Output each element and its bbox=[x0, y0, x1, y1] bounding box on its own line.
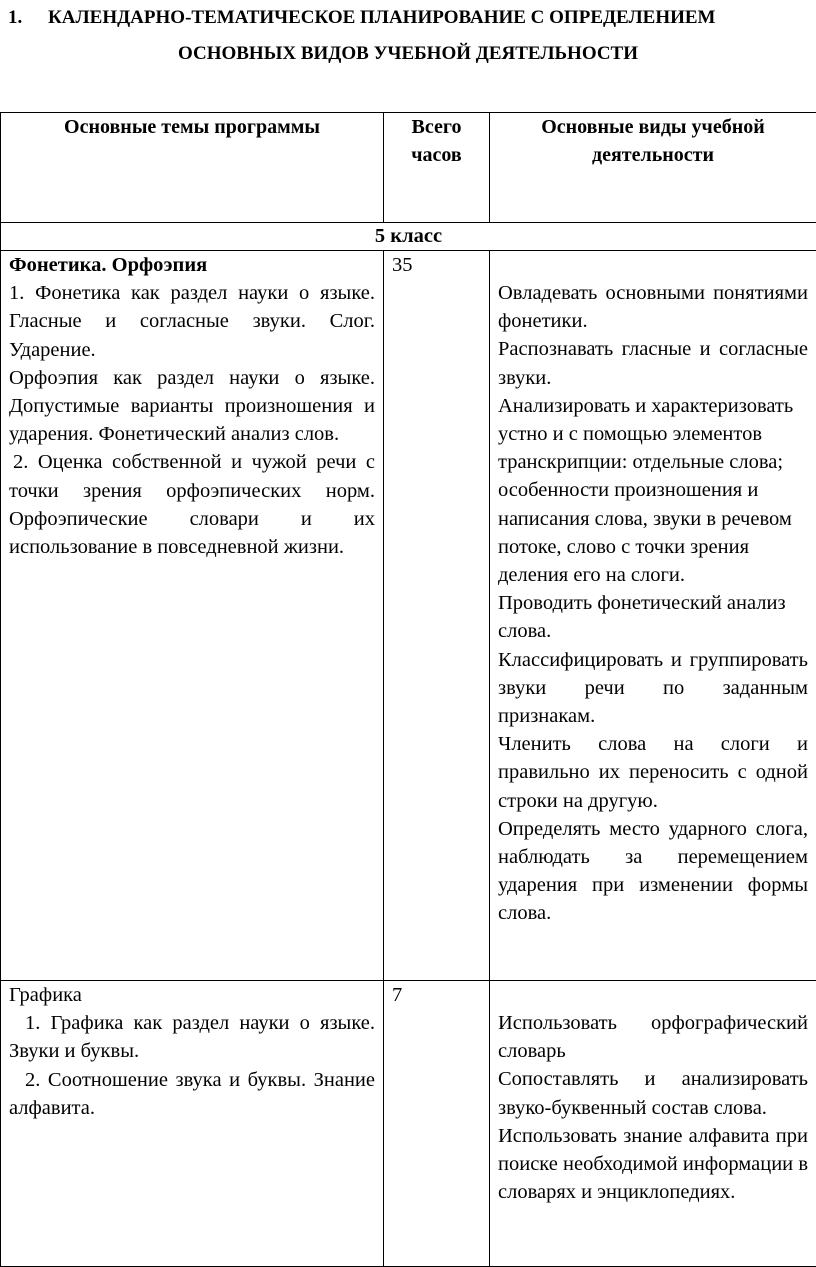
table-row bbox=[1, 251, 816, 981]
table-row bbox=[1, 981, 816, 1267]
heading-number: 1. bbox=[8, 0, 48, 36]
activity-item: Распознавать гласные и согласные звуки. bbox=[498, 335, 808, 391]
table-header-row bbox=[1, 113, 816, 223]
topic-item: 2. Оценка собственной и чужой речи с точки зрения орфоэпических норм. Орфоэпические словари и их использование в повседневной жизни. bbox=[9, 448, 375, 561]
topic-item: 1. Фонетика как раздел науки о языке. Гласные и согласные звуки. Слог. Ударение. bbox=[9, 279, 375, 364]
grade-row bbox=[1, 223, 816, 251]
topic-item: 1. Графика как раздел науки о языке. Звуки и буквы. bbox=[9, 1009, 375, 1065]
activity-item: Классифицировать и группировать звуки речи по заданным признакам. bbox=[498, 646, 808, 731]
heading-line-2: ОСНОВНЫХ ВИДОВ УЧЕБНОЙ ДЕЯТЕЛЬНОСТИ bbox=[0, 36, 816, 72]
heading-line-1 bbox=[0, 0, 816, 36]
activity-item: Анализировать и характеризовать устно и с помощью элементов транскрипции: отдельные слова; особенности произношения и написания слова, звуки в речевом потоке, слово с точки зрения деления его на слоги. bbox=[498, 392, 808, 589]
activities-cell bbox=[490, 251, 816, 981]
activity-item: Членить слова на слоги и правильно их переносить с одной строки на другую. bbox=[498, 730, 808, 815]
heading-text-1: КАЛЕНДАРНО-ТЕМАТИЧЕСКОЕ ПЛАНИРОВАНИЕ С ОПРЕДЕЛЕНИЕМ bbox=[48, 7, 715, 28]
header-hours: Всего часов bbox=[384, 113, 490, 223]
activity-item: Сопоставлять и анализировать звуко-буквенный состав слова. bbox=[498, 1065, 808, 1121]
activity-item: Использовать орфографический словарь bbox=[498, 1009, 808, 1065]
grade-label: 5 класс bbox=[1, 223, 816, 251]
topic-item: Орфоэпия как раздел науки о языке. Допустимые варианты произношения и ударения. Фонетический анализ слов. bbox=[9, 364, 375, 449]
activity-item: Использовать знание алфавита при поиске необходимой информации в словарях и энциклопедиях. bbox=[498, 1122, 808, 1207]
activity-item: Определять место ударного слога, наблюдать за перемещением ударения при изменении формы слова. bbox=[498, 815, 808, 928]
hours-cell: 7 bbox=[384, 981, 490, 1267]
activity-item: Проводить фонетический анализ слова. bbox=[498, 589, 808, 645]
topics-cell bbox=[1, 251, 384, 981]
header-activities: Основные виды учебной деятельности bbox=[490, 113, 816, 223]
activities-cell bbox=[490, 981, 816, 1267]
header-topics: Основные темы программы bbox=[1, 113, 384, 223]
document-heading bbox=[0, 0, 816, 72]
section-title: Графика bbox=[9, 981, 375, 1009]
hours-cell: 35 bbox=[384, 251, 490, 981]
planning-table bbox=[0, 112, 816, 1267]
section-title: Фонетика. Орфоэпия bbox=[9, 251, 375, 279]
activity-item: Овладевать основными понятиями фонетики. bbox=[498, 279, 808, 335]
topic-item: 2. Соотношение звука и буквы. Знание алфавита. bbox=[9, 1066, 375, 1122]
topics-cell bbox=[1, 981, 384, 1267]
